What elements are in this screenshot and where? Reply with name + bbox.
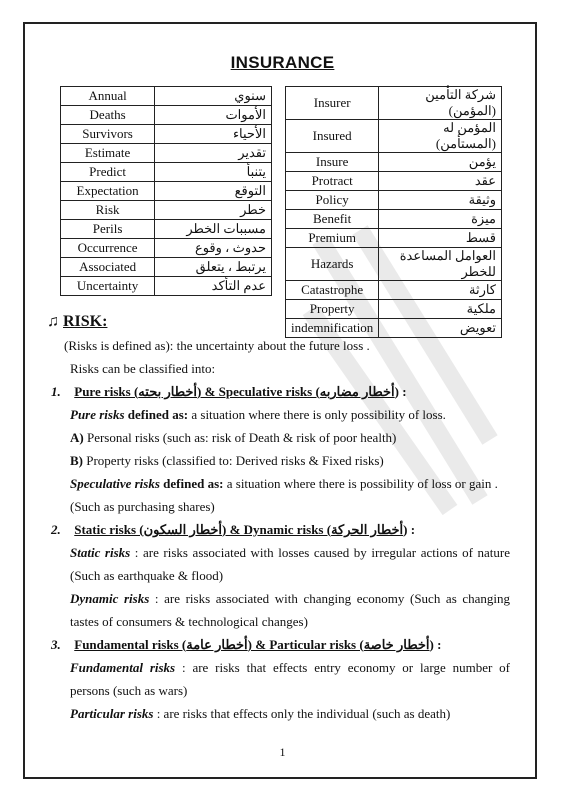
glossary-term-english: Policy [286, 191, 379, 210]
glossary-term-arabic: مسببات الخطر [155, 220, 272, 239]
glossary-term-arabic: المؤمن له (المستأمن) [379, 120, 502, 153]
glossary-row [61, 125, 272, 144]
glossary-term-english: Predict [61, 163, 155, 182]
glossary-term-english: Insurer [286, 87, 379, 120]
glossary-term-arabic: سنوي [155, 87, 272, 106]
glossary-term-arabic: ملكية [379, 300, 502, 319]
glossary-term-english: Occurrence [61, 239, 155, 258]
glossary-term-arabic: عدم التأكد [155, 277, 272, 296]
glossary-term-arabic: تعويض [379, 319, 502, 338]
glossary-term-english: Property [286, 300, 379, 319]
glossary-term-arabic: يتنبأ [155, 163, 272, 182]
glossary-row [286, 191, 502, 210]
glossary-row [286, 172, 502, 191]
speculative-risks-example: (Such as purchasing shares) [70, 499, 215, 514]
glossary-term-english: Premium [286, 229, 379, 248]
glossary-row [61, 201, 272, 220]
glossary-term-arabic: شركة التأمين (المؤمن) [379, 87, 502, 120]
glossary-row [61, 239, 272, 258]
section-2-heading: 2. Static risks (أخطار السكون) & Dynamic risks (أخطار الحركة) : [51, 522, 416, 537]
glossary-row [61, 163, 272, 182]
glossary-term-english: indemnification [286, 319, 379, 338]
glossary-term-english: Associated [61, 258, 155, 277]
glossary-row [286, 153, 502, 172]
glossary-term-english: Deaths [61, 106, 155, 125]
glossary-term-arabic: كارثة [379, 281, 502, 300]
glossary-table-left [60, 86, 272, 296]
glossary-term-english: Insure [286, 153, 379, 172]
glossary-term-arabic: وثيقة [379, 191, 502, 210]
risk-heading-text: RISK: [63, 313, 108, 330]
glossary-row [286, 300, 502, 319]
fundamental-risks-definition: Fundamental risks : are risks that effects entry economy or large number of [70, 660, 510, 675]
glossary-row [61, 144, 272, 163]
glossary-term-english: Protract [286, 172, 379, 191]
page-title: INSURANCE [230, 53, 335, 72]
risk-classification-intro: Risks can be classified into: [70, 361, 216, 376]
glossary-term-arabic: الأموات [155, 106, 272, 125]
property-risks-item: B) Property risks (classified to: Derived risks & Fixed risks) [70, 453, 384, 468]
glossary-term-arabic: حدوث ، وقوع [155, 239, 272, 258]
glossary-term-arabic: ميزة [379, 210, 502, 229]
glossary-term-arabic: خطر [155, 201, 272, 220]
glossary-term-english: Survivors [61, 125, 155, 144]
dynamic-risks-definition-cont: tastes of consumers & technological changes) [70, 614, 308, 629]
static-risks-example: (Such as earthquake & flood) [70, 568, 224, 583]
glossary-term-english: Perils [61, 220, 155, 239]
glossary-row [61, 106, 272, 125]
glossary-term-arabic: تقدير [155, 144, 272, 163]
glossary-row [286, 210, 502, 229]
glossary-row [61, 87, 272, 106]
glossary-term-arabic: العوامل المساعدة للخطر [379, 248, 502, 281]
glossary-term-arabic: عقد [379, 172, 502, 191]
glossary-table-right [285, 86, 502, 338]
glossary-row [61, 258, 272, 277]
speculative-risks-definition: Speculative risks defined as: a situation where there is possibility of loss or gain . [70, 476, 498, 491]
glossary-term-arabic: يرتبط ، يتعلق [155, 258, 272, 277]
glossary-row [286, 248, 502, 281]
music-note-icon: ♫ [47, 313, 59, 330]
glossary-row [61, 182, 272, 201]
glossary-row [61, 277, 272, 296]
glossary-term-arabic: الأحياء [155, 125, 272, 144]
glossary-term-arabic: التوقع [155, 182, 272, 201]
glossary-term-arabic: قسط [379, 229, 502, 248]
glossary-term-english: Hazards [286, 248, 379, 281]
pure-risks-definition: Pure risks defined as: a situation where there is only possibility of loss. [70, 407, 446, 422]
glossary-term-english: Uncertainty [61, 277, 155, 296]
glossary-row [286, 319, 502, 338]
glossary-term-arabic: يؤمن [379, 153, 502, 172]
dynamic-risks-definition: Dynamic risks : are risks associated with changing economy (Such as changing [70, 591, 511, 606]
fundamental-risks-definition-cont: persons (such as wars) [70, 683, 188, 698]
glossary-term-english: Catastrophe [286, 281, 379, 300]
glossary-row [286, 281, 502, 300]
glossary-row [286, 229, 502, 248]
glossary-term-english: Annual [61, 87, 155, 106]
glossary-term-english: Estimate [61, 144, 155, 163]
glossary-term-english: Insured [286, 120, 379, 153]
section-3-heading: 3. Fundamental risks (أخطار عامة) & Particular risks (أخطار خاصة) : [51, 637, 442, 652]
glossary-row [61, 220, 272, 239]
particular-risks-definition: Particular risks : are risks that effects only the individual (such as death) [70, 706, 451, 721]
glossary-row [286, 87, 502, 120]
glossary-term-english: Risk [61, 201, 155, 220]
glossary-row [286, 120, 502, 153]
section-1-heading: 1. Pure risks (أخطار بحته) & Speculative risks (أخطار مضاربه) : [51, 384, 407, 399]
static-risks-definition: Static risks : are risks associated with losses caused by irregular actions of nature [70, 545, 510, 560]
personal-risks-item: A) Personal risks (such as: risk of Death & risk of poor health) [70, 430, 397, 445]
page-number: 1 [279, 745, 286, 759]
risk-heading [47, 314, 107, 330]
risk-definition: (Risks is defined as): the uncertainty about the future loss . [64, 338, 370, 353]
glossary-term-english: Benefit [286, 210, 379, 229]
glossary-term-english: Expectation [61, 182, 155, 201]
